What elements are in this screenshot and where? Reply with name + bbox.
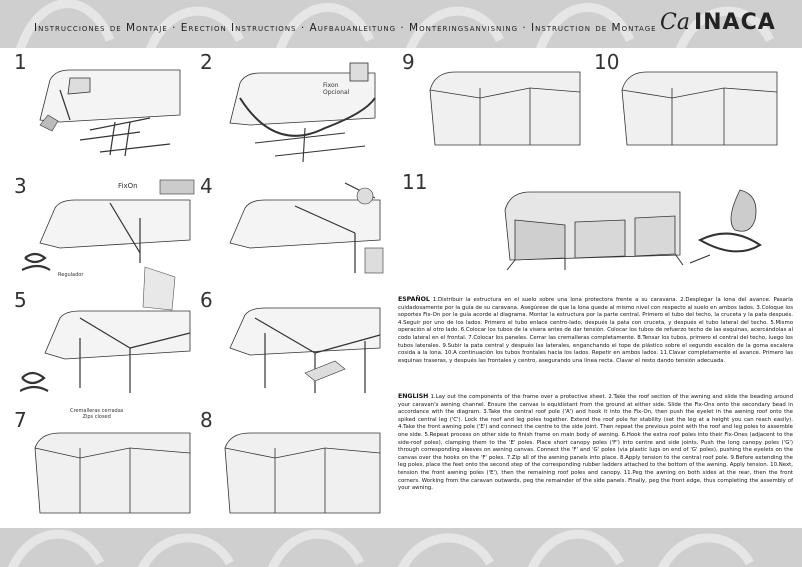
instructions-english [398, 393, 793, 493]
spanish-body: 1.Distribuir la estructura en el suelo sobre una lona protectora frente a su caravana. 2.Desplegar la lona del avance. Pasarla cuidadosamente por la guía de su caravana. Asegúrese de que la lona quede al mismo nivel con respecto al suelo en ambos lados. 3.Coloque los soportes Fix-On por la guía acorde al diagrama. Montar la estructura por la parte central. Primero el tubo del techo, la cruceta y la pata después. 4.Seguir por uno de los lados. Primero el tubo enlace centro-lado, después la pata con cruceta, y después el tubo lateral del techo. 5.Mismo operación al otro lado. 6.Colocar los tubos de la visera antes de dar tensión. Colocar los tubos de refuerzo techo de las esquinas, acercándolas al codo lateral en el frontal. 7.Colocar los paneles. Cerrar las cremalleras completamente. 8.Tensar los tubos, primero el central del techo, luego los tubos laterales. 9.Subir la pata central y después las laterales, enganchando el tope de plástico sobre el segundo escalón de la goma escalera cosida a la lona. 10.A continuación los tubos frontales hacia los lados. Repetir en ambos lados. 11.Clavar completamente el avance. Primero las esquinas traseras, y después las frontales y centro, asegurando una línea recta. Clavar el resto dando tensión adecuada. [398, 297, 793, 364]
brand-logo [660, 10, 776, 35]
footer-band [0, 528, 802, 567]
regulator-ladder-icon [22, 254, 50, 270]
spanish-heading: ESPAÑOL [398, 296, 430, 303]
label-zips-closed: Cremalleras cerradas Zips closed [70, 408, 124, 420]
leg-detail [365, 248, 383, 273]
step-number-2: 2 [200, 50, 213, 74]
label-regulador: Regulador [58, 272, 84, 278]
label-fixon: FixOn [118, 182, 138, 190]
footer-watermark-pattern [0, 528, 802, 567]
step-number-7: 7 [14, 408, 27, 432]
step-number-11: 11 [402, 170, 428, 194]
joint-detail [357, 188, 373, 204]
step-number-4: 4 [200, 174, 213, 198]
step-number-5: 5 [14, 288, 27, 312]
figure-step-9 [420, 60, 590, 160]
english-body: 1.Lay out the components of the frame over a protective sheet. 2.Take the roof section of the awning and slide the beading around your caravan's awning channel. Ensure the canvas is equidistant from the ground at either side. Slide the Fix-Ons onto the secondary bead in accordance with the diagram. 3.Take the central roof pole ('A') and hook it into the Fix-On, then push the eyelet in the awning roof onto the spiked central leg ('C'). Lock the roof and leg poles together. Extend the roof pole for stability (set the leg at a height you can reach easily). 4.Take the front awning pole ('E') and connect the centre to the side joint. Then repeat the previous point with the roof and leg poles to assemble one side. 5.Repeat process on other side to finish frame on main body of awning. 6.Hook the extra roof poles into their Fix-Ones (adjacent to the side-roof poles), clamping them to the 'E' poles. Place short canopy poles ('F') into centre and side joints. Push the long canopy poles ('G') through corresponding sleeves on awning canvas. Connect the 'F' and 'G' poles (via plastic lugs on end of 'G' poles), pushing the eyelets on the canvas over the hooks on the 'F' poles. 7.Zip all of the awning panels into place. 8.Apply tension to the central roof pole. 9.Before extending the leg poles, place the feet onto the second step of the corresponding rubber ladders attached to the bottom of the awning. Apply tension. 10.Next, tension the front awning poles ('E'), then the remaining roof poles and canopy. 11.Peg the awning on both sides at the rear, then the front corners. Working from the caravan outwards, peg the remainder of the side panels. Finally, peg the front edge, thus completing the assembly of your awning. [398, 394, 794, 492]
page-title: Instrucciones de Montaje · Erection Instructions · Aufbauanleitung · Monteringsanvisning · Instruction de Montage [34, 22, 657, 34]
ladder-detail-icon [20, 373, 48, 391]
figure-step-2 [215, 58, 385, 166]
step-number-6: 6 [200, 288, 213, 312]
step-number-3: 3 [14, 174, 27, 198]
step-number-1: 1 [14, 50, 27, 74]
english-heading: ENGLISH [398, 393, 429, 400]
fixon-detail [160, 180, 194, 194]
step-number-10: 10 [594, 50, 620, 74]
figure-step-10 [612, 60, 787, 160]
panel-detail-figure [140, 262, 180, 314]
figure-step-1 [30, 60, 190, 165]
label-fixon-optional: Fixon Opcional [323, 82, 350, 96]
logo-mark: Ca [660, 10, 690, 35]
figure-step-4 [215, 178, 390, 283]
logo-text: INACA [693, 10, 776, 35]
instructions-spanish [398, 296, 793, 365]
step-number-9: 9 [402, 50, 415, 74]
figure-step-7 [20, 418, 200, 523]
figure-step-11 [495, 180, 695, 275]
header-band [0, 0, 802, 48]
figure-step-8 [215, 418, 390, 523]
fixon-detail-box [350, 63, 368, 81]
peg-detail-figure [690, 185, 790, 265]
step-number-8: 8 [200, 408, 213, 432]
figure-step-6 [215, 293, 390, 403]
